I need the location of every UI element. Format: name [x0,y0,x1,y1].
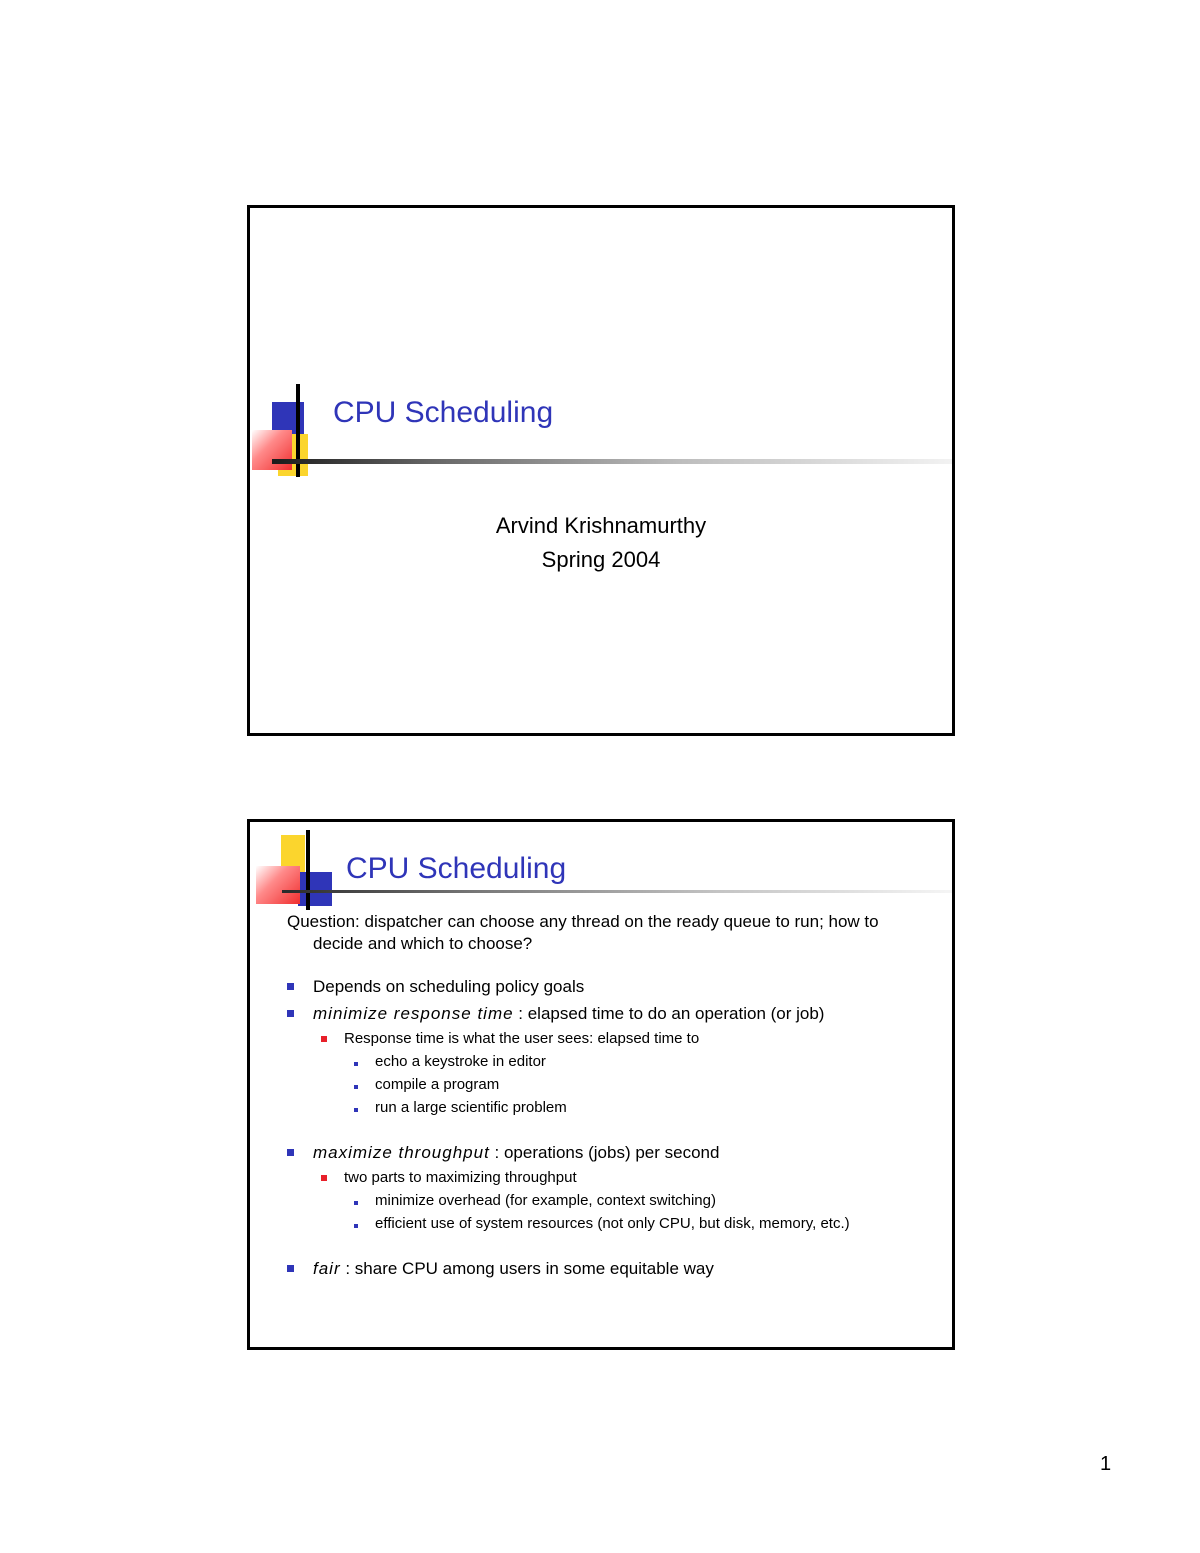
slide-2 [247,819,955,1350]
bullet-list [287,973,927,1282]
bullet-text: Response time is what the user sees: elapsed time to [344,1030,700,1047]
logo-red-square [252,430,292,470]
list-item [287,1096,927,1119]
square-bullet-icon [287,1010,294,1017]
bullet-text: : elapsed time to do an operation (or job) [513,1004,825,1023]
list-item [287,1073,927,1096]
square-bullet-icon [321,1175,327,1181]
list-item [287,1166,927,1189]
logo-blue-square [272,402,304,438]
list-item [287,1050,927,1073]
slide-body [287,911,927,1282]
list-item [287,1189,927,1212]
square-bullet-icon [321,1036,327,1042]
square-bullet-icon [354,1108,358,1112]
bullet-text: : share CPU among users in some equitable way [340,1259,714,1278]
square-bullet-icon [287,983,294,990]
page-number: 1 [1100,1453,1112,1475]
square-bullet-icon [354,1062,358,1066]
square-bullet-icon [287,1149,294,1156]
bullet-emphasis: fair [313,1259,341,1278]
list-item [287,1027,927,1050]
logo-yellow-square [278,434,308,476]
bullet-text: minimize overhead (for example, context switching) [375,1192,716,1209]
logo-yellow-square [281,835,305,879]
author-name: Arvind Krishnamurthy [495,513,707,538]
logo-vertical-line [306,830,310,910]
logo-blue-square [298,872,332,906]
list-item [287,1139,927,1166]
bullet-text: efficient use of system resources (not only CPU, but disk, memory, etc.) [375,1215,850,1232]
list-item [287,1000,927,1027]
term-date: Spring 2004 [541,547,661,572]
title-underline [282,890,952,893]
list-item [287,1212,927,1235]
bullet-text: Depends on scheduling policy goals [313,977,585,996]
bullet-text: two parts to maximizing throughput [344,1169,577,1186]
slide-title: CPU Scheduling [333,396,554,429]
logo-vertical-line [296,384,300,477]
slide-1 [247,205,955,736]
slide-logo-decoration [250,208,952,733]
slide-title: CPU Scheduling [346,852,567,885]
square-bullet-icon [354,1224,358,1228]
square-bullet-icon [287,1265,294,1272]
square-bullet-icon [354,1201,358,1205]
bullet-text: compile a program [375,1076,500,1093]
question-text: Question: dispatcher can choose any thread on the ready queue to run; how to decide and which to choose? [287,912,879,953]
bullet-text: : operations (jobs) per second [489,1143,720,1162]
bullet-emphasis: maximize throughput [313,1143,490,1162]
logo-red-square [256,866,300,904]
bullet-emphasis: minimize response time [313,1004,514,1023]
bullet-text: run a large scientific problem [375,1099,567,1116]
title-underline [272,459,952,464]
bullet-text: echo a keystroke in editor [375,1053,546,1070]
list-item [287,1255,927,1282]
list-item [287,973,927,1000]
square-bullet-icon [354,1085,358,1089]
